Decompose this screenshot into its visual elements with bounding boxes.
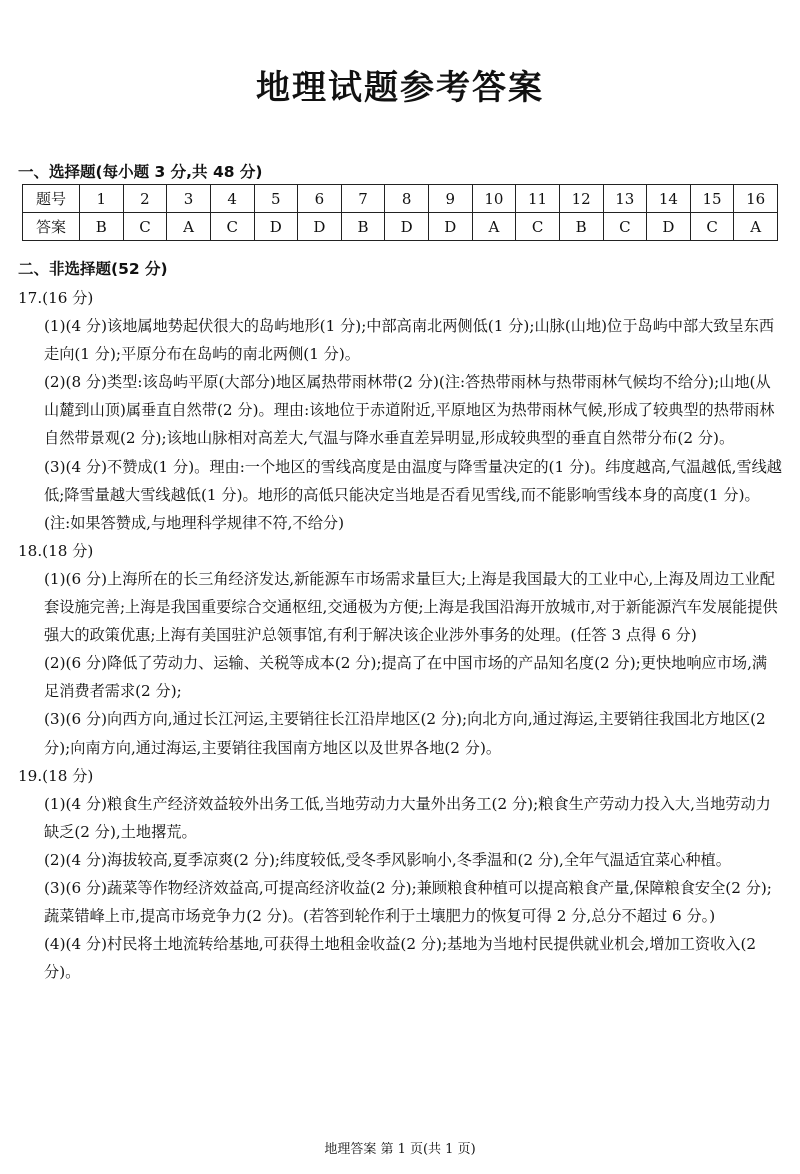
answer-row xyxy=(23,213,778,241)
question-number-cell: 5 xyxy=(254,185,298,213)
question-number-cell: 15 xyxy=(690,185,734,213)
question-number-cell: 16 xyxy=(734,185,778,213)
question-number-cell: 9 xyxy=(429,185,473,213)
answer-cell: C xyxy=(123,213,167,241)
page-title: 地理试题参考答案 xyxy=(256,68,544,108)
answer-cell: B xyxy=(341,213,385,241)
question-number-cell: 4 xyxy=(210,185,254,213)
answer-cell: A xyxy=(734,213,778,241)
answer-cell: B xyxy=(559,213,603,241)
question-18-heading: 18.(18 分) xyxy=(18,541,94,560)
question-17-part-3: (3)(4 分)不赞成(1 分)。理由:一个地区的雪线高度是由温度与降雪量决定的(1 分)。纬度越高,气温越低,雪线越低;降雪量越大雪线越低(1 分)。地形的高低只能决定当地是否看见雪线,而不能影响雪线本身的高度(1 分)。(注:如果答赞成,与地理科学规律不符,不给分) xyxy=(44,457,782,532)
question-number-cell: 6 xyxy=(298,185,342,213)
question-19-part-4: (4)(4 分)村民将土地流转给基地,可获得土地租金收益(2 分);基地为当地村民提供就业机会,增加工资收入(2 分)。 xyxy=(44,935,757,982)
question-number-cell: 14 xyxy=(647,185,691,213)
answer-cell: C xyxy=(690,213,734,241)
question-number-cell: 11 xyxy=(516,185,560,213)
question-number-row xyxy=(23,185,778,213)
answer-cell: A xyxy=(167,213,211,241)
section2-heading: 二、非选择题(52 分) xyxy=(18,260,168,278)
question-17-part-2: (2)(8 分)类型:该岛屿平原(大部分)地区属热带雨林带(2 分)(注:答热带雨林与热带雨林气候均不给分);山地(从山麓到山顶)属垂直自然带(2 分)。理由:该地位于赤道附近,平原地区为热带雨林气候,形成了较典型的热带雨林自然带景观(2 分);该地山脉相对高差大,气温与降水垂直差异明显,形成较典型的垂直自然带分布(2 分)。 xyxy=(44,373,775,448)
question-17-heading: 17.(16 分) xyxy=(18,289,94,307)
question-number-cell: 8 xyxy=(385,185,429,213)
question-19-heading: 19.(18 分) xyxy=(18,766,94,785)
question-number-cell: 7 xyxy=(341,185,385,213)
question-number-cell: 10 xyxy=(472,185,516,213)
answer-cell: B xyxy=(80,213,124,241)
answer-cell: D xyxy=(298,213,342,241)
question-19-part-1: (1)(4 分)粮食生产经济效益较外出务工低,当地劳动力大量外出务工(2 分);粮食生产劳动力投入大,当地劳动力缺乏(2 分),土地撂荒。 xyxy=(44,794,771,841)
row-label-answer: 答案 xyxy=(23,213,80,241)
section1-heading: 一、选择题(每小题 3 分,共 48 分) xyxy=(18,163,263,181)
page-footer: 地理答案 第 1 页(共 1 页) xyxy=(324,1142,476,1157)
answer-cell: C xyxy=(210,213,254,241)
answer-cell: A xyxy=(472,213,516,241)
answer-cell: D xyxy=(385,213,429,241)
section2-content xyxy=(18,284,782,986)
answer-cell: D xyxy=(254,213,298,241)
question-18-part-3: (3)(6 分)向西方向,通过长江河运,主要销往长江沿岸地区(2 分);向北方向,通过海运,主要销往我国北方地区(2 分);向南方向,通过海运,主要销往我国南方地区以及世界各地(2 分)。 xyxy=(44,710,766,757)
question-number-cell: 12 xyxy=(559,185,603,213)
question-number-cell: 3 xyxy=(167,185,211,213)
answer-cell: C xyxy=(603,213,647,241)
answer-cell: D xyxy=(647,213,691,241)
question-18-part-1: (1)(6 分)上海所在的长三角经济发达,新能源车市场需求量巨大;上海是我国最大的工业中心,上海及周边工业配套设施完善;上海是我国重要综合交通枢纽,交通极为方便;上海是我国沿海开放城市,对于新能源汽车发展能提供强大的政策优惠;上海有美国驻沪总领事馆,有利于解决该企业涉外事务的处理。(任答 3 点得 6 分) xyxy=(44,569,778,645)
question-number-cell: 2 xyxy=(123,185,167,213)
answer-cell: C xyxy=(516,213,560,241)
row-label-number: 题号 xyxy=(23,185,80,213)
answer-cell: D xyxy=(429,213,473,241)
question-17-part-1: (1)(4 分)该地属地势起伏很大的岛屿地形(1 分);中部高南北两侧低(1 分);山脉(山地)位于岛屿中部大致呈东西走向(1 分);平原分布在岛屿的南北两侧(1 分)。 xyxy=(44,317,775,364)
question-18-part-2: (2)(6 分)降低了劳动力、运输、关税等成本(2 分);提高了在中国市场的产品知名度(2 分);更快地响应市场,满足消费者需求(2 分); xyxy=(44,654,768,701)
question-number-cell: 1 xyxy=(80,185,124,213)
question-number-cell: 13 xyxy=(603,185,647,213)
answer-table xyxy=(22,184,778,241)
question-19-part-3: (3)(6 分)蔬菜等作物经济效益高,可提高经济收益(2 分);兼顾粮食种植可以提高粮食产量,保障粮食安全(2 分);蔬菜错峰上市,提高市场竞争力(2 分)。(若答到轮作利于土壤肥力的恢复可得 2 分,总分不超过 6 分。) xyxy=(44,878,772,926)
question-19-part-2: (2)(4 分)海拔较高,夏季凉爽(2 分);纬度较低,受冬季风影响小,冬季温和(2 分),全年气温适宜菜心种植。 xyxy=(44,850,731,869)
